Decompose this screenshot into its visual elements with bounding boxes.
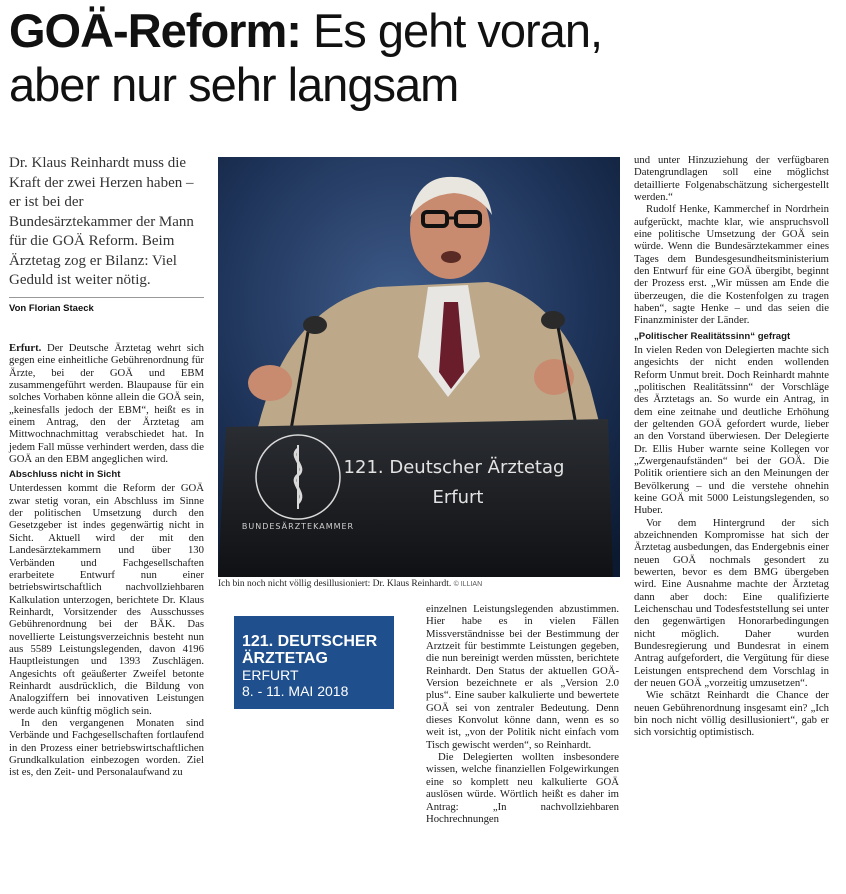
logo-text: BUNDESÄRZTEKAMMER — [241, 522, 355, 531]
infobox-city: ERFURT — [242, 667, 299, 683]
col2-paragraph-2: Die Delegierten wollten insbesondere wissen, welche finanziellen Folgewirkungen eine so komplett neu kalkulierte GOÄ auslösen würde. Wörtlich heißt es daher im Antrag: „In nachvollziehbaren Hochrechnungen — [426, 751, 619, 825]
col1-paragraph-2: Unterdessen kommt die Reform der GOÄ zwar stetig voran, ein Abschluss im Sinne der politischen Umsetzung durch den Gesetzgeber ist indes gegenwärtig nicht in Sicht. Aktuell wird der mit den Landesärztekammern und über 130 Verbänden und Fachgesellschaften erarbeitete Entwurf nun einer betriebswirtschaftlich nachvollziehbaren Kalkulation unterzogen, berichtete Dr. Klaus Reinhardt, Vorsitzender des Ausschusses Gebührenordnung bei der BÄK. Das novellierte Leistungsverzeichnis besteht nun aus 5589 Leistungslegenden, davon 4196 Hauptleistungen und 1393 Zuschlägen. Angesichts oft geäußerter Zweifel betonte Reinhardt ausdrücklich, die Bildung von Analogziffern bei innovativen Leistungen werde auch künftig möglich sein. — [9, 482, 204, 717]
infobox-dates: 8. - 11. MAI 2018 — [242, 683, 349, 699]
headline-bold: GOÄ-Reform: — [9, 4, 301, 57]
teaser-divider — [9, 297, 204, 298]
col3-paragraph-4: Vor dem Hintergrund der sich abzeichnenden Kompromisse hat sich der Ärztetag ausbedungen, das Endergebnis einer neuen GOÄ nochmals gesondert zu bewerten, bevor es dem BMG übergeben wird. Eine Ausnahme machte der Ärztetag dann aber doch: Eine qualifizierte Leichenschau und Todesfeststellung sei unter den gegenwärtigen Honorarbedingungen nicht möglich. Daher wurden Bundesregierung und Bundesrat in einem Antrag aufgefordert, die Vergütung für diese Leistungen entsprechend dem Vorschlag in der neuen GOÄ „vorzeitig umzusetzen“. — [634, 516, 829, 690]
photo-caption — [218, 579, 620, 589]
infobox-title-line1: 121. DEUTSCHER — [242, 633, 378, 650]
article-headline — [9, 4, 839, 112]
column-2 — [426, 603, 619, 825]
infobox-title — [242, 633, 377, 667]
infobox-details — [242, 667, 348, 699]
col1-subheading: Abschluss nicht in Sicht — [9, 469, 121, 481]
column-3 — [634, 154, 829, 739]
headline-line1 — [9, 4, 839, 58]
col3-subheading: „Politischer Realitätssinn“ gefragt — [634, 330, 791, 342]
col3-paragraph-2: Rudolf Henke, Kammerchef in Nordrhein aufgerückt, machte klar, wie anspruchsvoll eine politische Umsetzung der GOÄ sein würde. Wenn die Bundesärztekammer eines Tages dem Bundesgesundheitsministerium den Entwurf für eine GOÄ übergibt, beginnt der Prozess erst. „Wir müssen am Ende die überzeugen, die die Kostenfolgen zu tragen haben“, sagte Henke – und das seien die Finanzminister der Länder. — [634, 203, 829, 327]
byline: Von Florian Staeck — [9, 303, 94, 314]
col2-paragraph-1: einzelnen Leistungslegenden abzustimmen. Hier habe es in vielen Fällen Missverständnisse bei der Bestimmung der Arztzeit für bestimmte Leistungen gegeben, die nun bereinigt werden müssten, berichtete Reinhardt. Den Status der aktuellen GOÄ-Version bezeichnete er als „Version 2.0 plus“. Eine sauber kalkulierte und bewertete GOÄ sei von zentraler Bedeutung. Denn dieses Konvolut könne dann, wenn es so weit ist, „von der Politik nicht einfach vom Tisch gewischt werden“, so Reinhardt. — [426, 603, 619, 751]
lectern-line2: Erfurt — [432, 487, 484, 508]
col3-paragraph-3: In vielen Reden von Delegierten machte sich angesichts der nicht enden wollenden Reform Unmut breit. Doch Reinhardt mahnte „politischen Realitätssinn“ der Vorschläge des Ärztetags an. So wurde ein Antrag, in dem eine zeitnahe und deutliche Erhöhung der geltenden GOÄ gefordert wurde, lieber an den Vorstand überwiesen. Der Delegierte Dr. Ellis Huber warnte seine Kollegen vor „Zwergenaufständen“ bei der GOÄ. Die Politik orientiere sich an den Meinungen der Bevölkerung – und die verstehe ohnehin keine GOÄ mit 5000 Leistungslegenden, so Huber. — [634, 343, 829, 517]
col3-paragraph-1: und unter Hinzuziehung der verfügbaren Datengrundlagen soll eine möglichst detaillierte Folgenabschätzung sichergestellt werden.“ — [634, 154, 829, 204]
photo-illustration — [218, 157, 620, 577]
event-info-box — [234, 616, 394, 709]
photo-credit: © ILLIAN — [453, 581, 483, 588]
infobox-title-line2: ÄRZTETAG — [242, 650, 328, 667]
col1-p1-text: Der Deutsche Ärztetag wehrt sich gegen eine einheitliche Gebührenordnung für Ärzte, bei der GOÄ und EBM zusammengeführt werden. Blaupause für ein solches Vorhaben könne allein die GOÄ sein, „keinesfalls jedoch der EBM“, heißt es in einem Antrag, den der Ärztetag am Mittwochnachmittag verabschiedet hat. In jedem Fall müsse verhindert werden, dass die GOÄ an den EBM angeglichen wird. — [9, 342, 204, 466]
col3-paragraph-5: Wie schätzt Reinhardt die Chance der neuen Gebührenordnung insgesamt ein? „Ich bin noch nicht völlig desillusioniert“, gab er sich vorsichtig optimistisch. — [634, 689, 829, 739]
article-photo — [218, 157, 620, 577]
col1-paragraph-3: In den vergangenen Monaten sind Verbände und Fachgesellschaften fortlaufend in den Prozess einer betriebswirtschaftlichen Grundkalkulation einbezogen worden. Ziel ist es, den Zeit- und Personalaufwand zu — [9, 716, 204, 779]
headline-light: Es geht voran, — [300, 4, 603, 57]
column-1 — [9, 342, 204, 779]
dateline: Erfurt. — [9, 342, 42, 354]
col1-paragraph-1 — [9, 342, 204, 465]
caption-text: Ich bin noch nicht völlig desillusioniert: Dr. Klaus Reinhardt. — [218, 579, 452, 589]
lectern-line1: 121. Deutscher Ärztetag — [343, 457, 565, 478]
article-teaser: Dr. Klaus Reinhardt muss die Kraft der zwei Herzen haben – er ist bei der Bundesärztekammer der Mann für die GOÄ Reform. Beim Ärztetag zog er Bilanz: Viel Geduld ist weiter nötig. — [9, 155, 194, 288]
headline-line2: aber nur sehr langsam — [9, 58, 459, 111]
